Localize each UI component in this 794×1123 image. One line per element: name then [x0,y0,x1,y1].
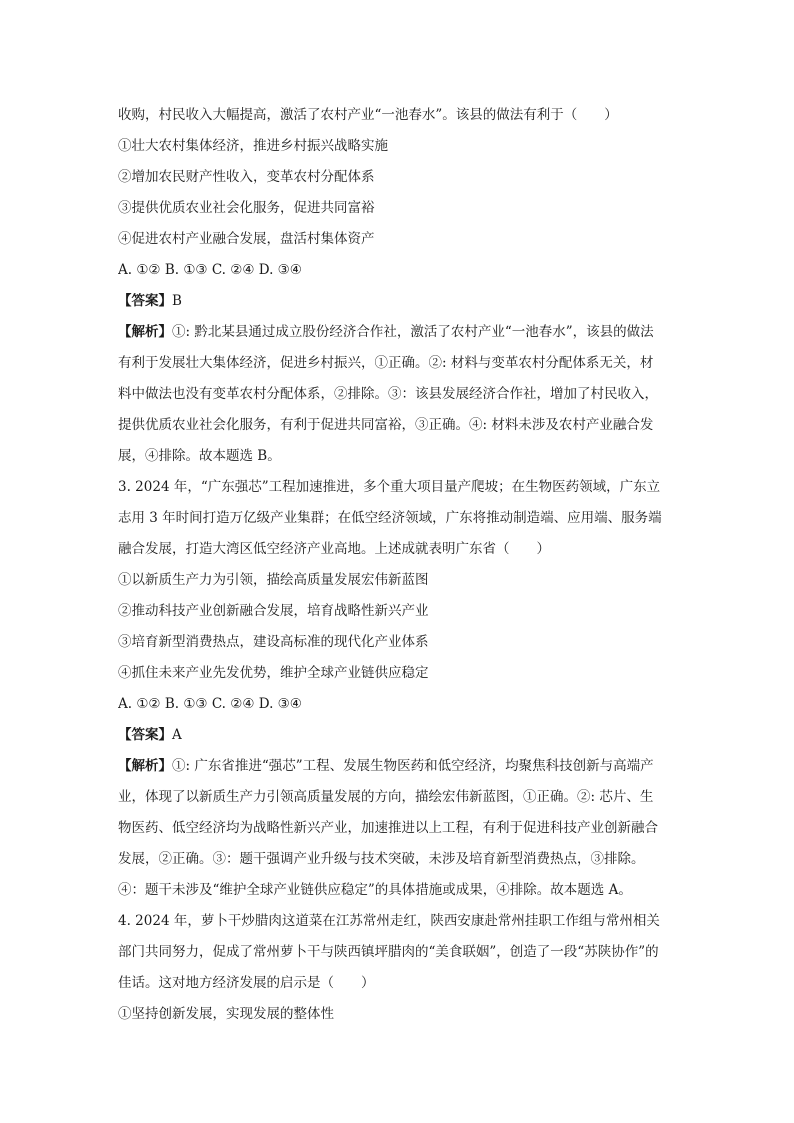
q2-answer-value: B [172,293,182,309]
q3-option-3: ③培育新型消费热点，建设高标准的现代化产业体系 [118,634,429,650]
q3-option-4: ④抓住未来产业先发优势，维护全球产业链供应稳定 [118,665,429,681]
q3-stem-line-1: 3. 2024 年，“广东强芯”工程加速推进，多个重大项目量产爬坡；在生物医药领域，广东立 [118,479,661,495]
q3-answer-label: 【答案】 [118,727,172,743]
q3-analysis-line-5: ④：题干未涉及“维护全球产业链供应稳定”的具体措施或成果，④排除。故本题选 A。 [118,882,632,898]
q3-analysis-line-2: 业，体现了以新质生产力引领高质量发展的方向，描绘宏伟新蓝图，①正确。②: 芯片、生 [118,789,654,805]
document-content [118,100,684,1030]
q2-choices: A. ①② B. ①③ C. ②④ D. ③④ [118,262,302,278]
q2-analysis-line-2: 有利于发展壮大集体经济，促进乡村振兴，①正确。②: 材料与变革农村分配体系无关，材 [118,355,654,371]
q3-stem-line-2: 志用 3 年时间打造万亿级产业集群；在低空经济领域，广东将推动制造端、应用端、服务端 [118,510,662,526]
q2-analysis-text-1: ①: 黔北某县通过成立股份经济合作社，激活了农村产业“一池春水”，该县的做法 [172,324,654,340]
q2-answer-label: 【答案】 [118,293,172,309]
q3-analysis-label: 【解析】 [118,758,172,774]
q3-analysis-text-1: ①: 广东省推进“强芯”工程、发展生物医药和低空经济，均聚焦科技创新与高端产 [172,758,654,774]
q4-option-1: ①坚持创新发展，实现发展的整体性 [118,1006,334,1022]
q3-analysis-line-4: 发展，②正确。③：题干强调产业升级与技术突破，未涉及培育新型消费热点，③排除。 [118,851,645,867]
q3-choices: A. ①② B. ①③ C. ②④ D. ③④ [118,696,302,712]
q2-analysis-line-3: 料中做法也没有变革农村分配体系，②排除。③：该县发展经济合作社，增加了村民收入， [118,386,658,402]
q2-option-2: ②增加农民财产性收入，变革农村分配体系 [118,169,375,185]
q2-option-1: ①壮大农村集体经济，推进乡村振兴战略实施 [118,138,388,154]
q2-answer [118,286,684,317]
q3-analysis-line-1 [118,751,684,782]
q2-option-3: ③提供优质农业社会化服务，促进共同富裕 [118,200,375,216]
q3-option-2: ②推动科技产业创新融合发展，培育战略性新兴产业 [118,603,429,619]
q3-analysis-line-3: 物医药、低空经济均为战略性新兴产业，加速推进以上工程，有利于促进科技产业创新融合 [118,820,658,836]
q2-analysis-line-4: 提供优质农业社会化服务，有利于促进共同富裕，③正确。④: 材料未涉及农村产业融合发 [118,417,654,433]
q2-analysis-line-5: 展，④排除。故本题选 B。 [118,448,281,464]
q3-stem-line-3: 融合发展，打造大湾区低空经济产业高地。上述成就表明广东省（ ） [118,541,550,557]
q4-stem-line-2: 部门共同努力，促成了常州萝卜干与陕西镇坪腊肉的“美食联姻”，创造了一段“苏陕协作”的 [118,944,659,960]
q3-option-1: ①以新质生产力为引领，描绘高质量发展宏伟新蓝图 [118,572,429,588]
q2-option-4: ④促进农村产业融合发展，盘活村集体资产 [118,231,375,247]
q2-analysis-line-1 [118,317,684,348]
q2-analysis-label: 【解析】 [118,324,172,340]
q3-answer-value: A [172,727,182,743]
q3-answer [118,720,684,751]
q4-stem-line-1: 4. 2024 年，萝卜干炒腊肉这道菜在江苏常州走红，陕西安康赴常州挂职工作组与常州相关 [118,913,660,929]
q2-stem-tail: 收购，村民收入大幅提高，激活了农村产业“一池春水”。该县的做法有利于（ ） [118,107,618,123]
q4-stem-line-3: 佳话。这对地方经济发展的启示是（ ） [118,975,375,991]
